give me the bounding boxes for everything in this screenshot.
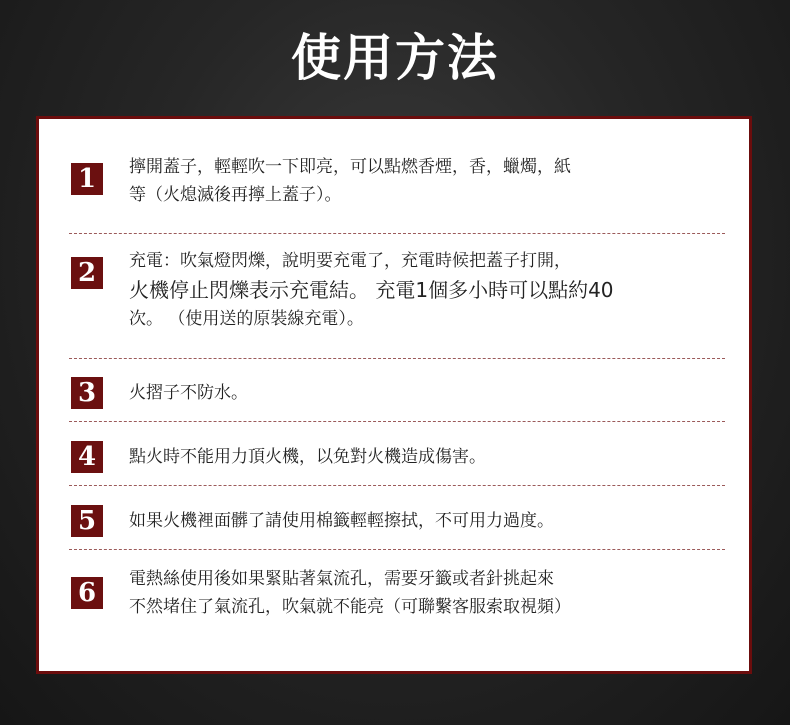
step-number-1: 1	[71, 163, 103, 195]
step-number-4: 4	[71, 441, 103, 473]
step-3-line-1: 火摺子不防水。	[129, 383, 248, 403]
divider	[69, 358, 725, 359]
step-6-line-2: 不然堵住了氣流孔，吹氣就不能亮（可聯繫客服索取視頻）	[129, 597, 571, 617]
step-4-line-1: 點火時不能用力頂火機，以免對火機造成傷害。	[129, 447, 486, 467]
step-text-3	[129, 379, 731, 407]
divider	[69, 421, 725, 422]
instructions-card-inner	[39, 119, 749, 671]
divider	[69, 233, 725, 234]
step-1-line-1: 擰開蓋子，輕輕吹一下即亮，可以點燃香煙，香，蠟燭，紙	[129, 157, 571, 177]
step-text-5	[129, 507, 731, 535]
step-text-1	[129, 153, 731, 209]
step-2-line-3: 次。 （使用送的原裝線充電）。	[129, 309, 364, 329]
step-6-line-1: 電熱絲使用後如果緊貼著氣流孔，需要牙籤或者針挑起來	[129, 569, 554, 589]
divider	[69, 485, 725, 486]
step-number-2: 2	[71, 257, 103, 289]
step-number-6: 6	[71, 577, 103, 609]
step-2-line-2: 火機停止閃爍表示充電結。 充電1個多小時可以點約40	[129, 278, 614, 302]
step-5-line-1: 如果火機裡面髒了請使用棉籤輕輕擦拭，不可用力過度。	[129, 511, 554, 531]
page-title: 使用方法	[291, 29, 499, 87]
step-text-6	[129, 565, 731, 621]
step-number-5: 5	[71, 505, 103, 537]
step-text-4	[129, 443, 731, 471]
step-number-3: 3	[71, 377, 103, 409]
divider	[69, 549, 725, 550]
step-1-line-2: 等（火熄滅後再擰上蓋子）。	[129, 185, 342, 205]
step-2-line-1: 充電：吹氣燈閃爍，說明要充電了，充電時候把蓋子打開，	[129, 251, 571, 271]
step-text-2	[129, 247, 731, 333]
instructions-card	[36, 116, 752, 674]
